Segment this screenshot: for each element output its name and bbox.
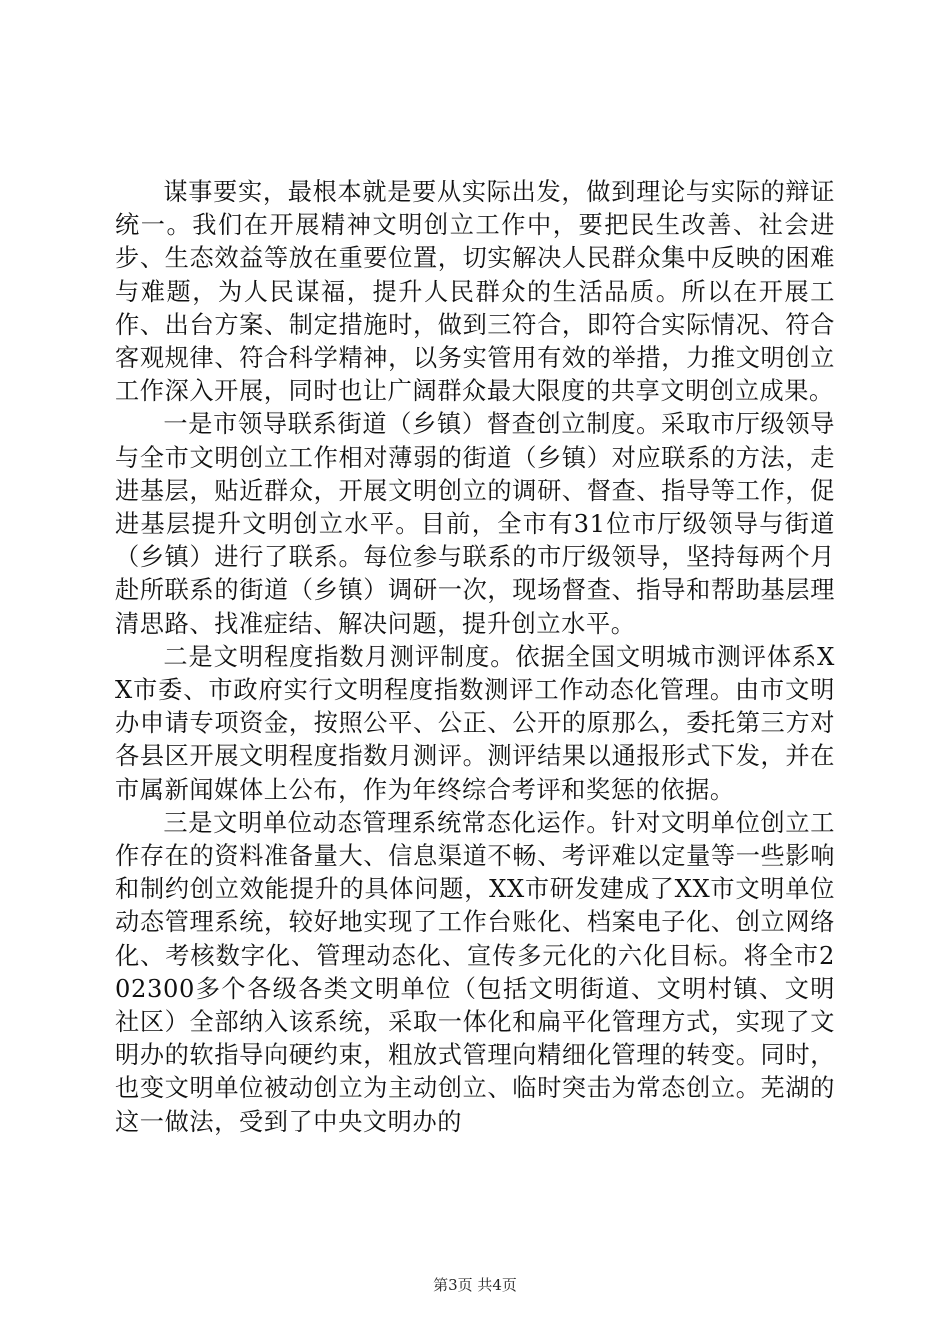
page-number-footer: 第3页 共4页	[433, 1276, 517, 1294]
document-body	[115, 176, 835, 1139]
paragraph-4: 三是文明单位动态管理系统常态化运作。针对文明单位创立工作存在的资料准备量大、信息渠道不畅、考评难以定量等一些影响和制约创立效能提升的具体问题，XX市研发建成了XX市文明单位动态管理系统，较好地实现了工作台账化、档案电子化、创立网络化、考核数字化、管理动态化、宣传多元化的六化目标。将全市202300多个各级各类文明单位（包括文明街道、文明村镇、文明社区）全部纳入该系统，采取一体化和扁平化管理方式，实现了文明办的软指导向硬约束，粗放式管理向精细化管理的转变。同时，也变文明单位被动创立为主动创立、临时突击为常态创立。芜湖的这一做法，受到了中央文明办的	[115, 808, 835, 1136]
paragraph-3: 二是文明程度指数月测评制度。依据全国文明城市测评体系XX市委、市政府实行文明程度指数测评工作动态化管理。由市文明办申请专项资金，按照公平、公正、公开的原那么，委托第三方对各县区开展文明程度指数月测评。测评结果以通报形式下发，并在市属新闻媒体上公布，作为年终综合考评和奖惩的依据。	[115, 642, 835, 804]
paragraph-1: 谋事要实，最根本就是要从实际出发，做到理论与实际的辩证统一。我们在开展精神文明创立工作中，要把民生改善、社会进步、生态效益等放在重要位置，切实解决人民群众集中反映的困难与难题，为人民谋福，提升人民群众的生活品质。所以在开展工作、出台方案、制定措施时，做到三符合，即符合实际情况、符合客观规律、符合科学精神，以务实管用有效的举措，力推文明创立工作深入开展，同时也让广阔群众最大限度的共享文明创立成果。	[115, 178, 835, 406]
paragraph-2: 一是市领导联系街道（乡镇）督查创立制度。采取市厅级领导与全市文明创立工作相对薄弱的街道（乡镇）对应联系的方法，走进基层，贴近群众，开展文明创立的调研、督查、指导等工作，促进基层提升文明创立水平。目前，全市有31位市厅级领导与街道（乡镇）进行了联系。每位参与联系的市厅级领导，坚持每两个月赴所联系的街道（乡镇）调研一次，现场督查、指导和帮助基层理清思路、找准症结、解决问题，提升创立水平。	[115, 410, 835, 638]
